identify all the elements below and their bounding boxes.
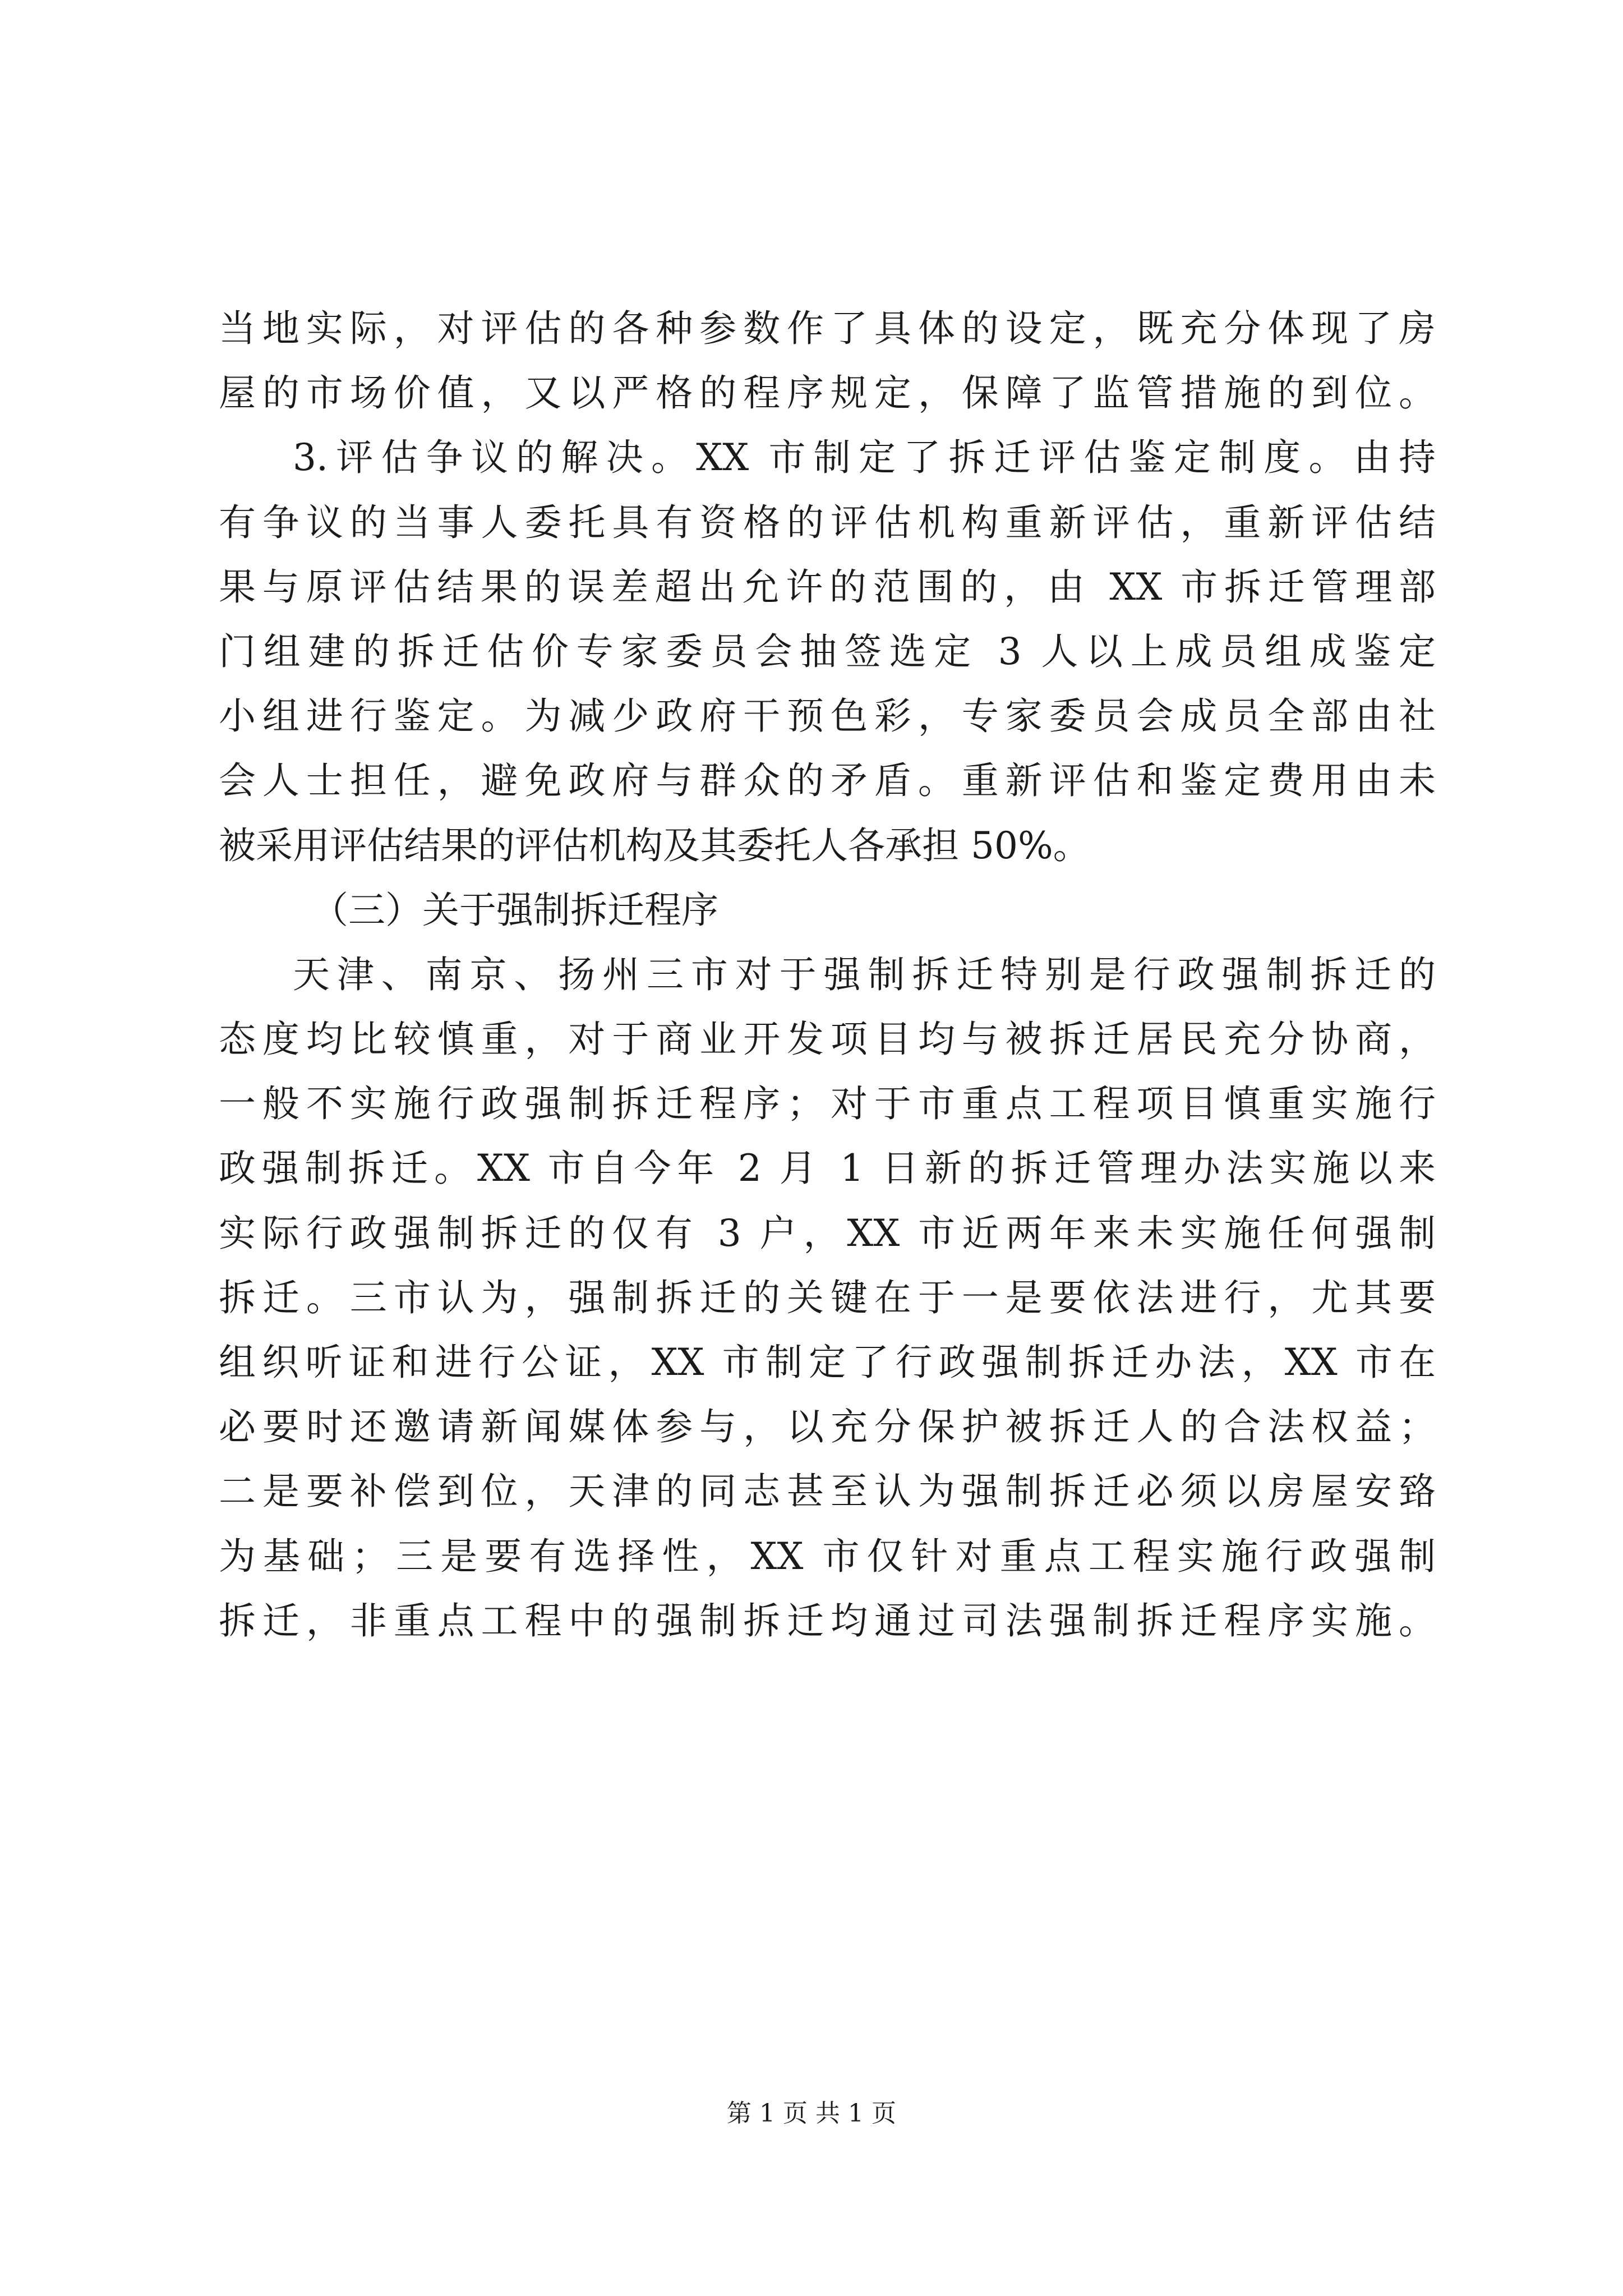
document-body — [219, 296, 1436, 1653]
text-line: 实际行政强制拆迁的仅有 3 户，XX 市近两年来未实施任何强制 — [219, 1211, 1436, 1255]
text-line: 屋的市场价值，又以严格的程序规定，保障了监管措施的到位。 — [219, 371, 1436, 415]
text-line: 态度均比较慎重，对于商业开发项目均与被拆迁居民充分协商， — [219, 1018, 1436, 1061]
text-line: 会人士担任，避免政府与群众的矛盾。重新评估和鉴定费用由未 — [219, 759, 1436, 803]
text-line: 组织听证和进行公证，XX 市制定了行政强制拆迁办法，XX 市在 — [219, 1341, 1436, 1384]
text-line: 必要时还邀请新闻媒体参与，以充分保护被拆迁人的合法权益； — [219, 1405, 1436, 1449]
text-line: 门组建的拆迁估价专家委员会抽签选定 3 人以上成员组成鉴定 — [219, 629, 1436, 673]
text-line: 二是要补偿到位，天津的同志甚至认为强制拆迁必须以房屋安臵 — [219, 1470, 1436, 1513]
page-footer: 第 1 页 共 1 页 — [727, 2099, 896, 2128]
text-line: 有争议的当事人委托具有资格的评估机构重新评估，重新评估结 — [219, 500, 1436, 544]
text-line: 3.评估争议的解决。XX 市制定了拆迁评估鉴定制度。由持 — [293, 436, 1436, 480]
text-line: 拆迁。三市认为，强制拆迁的关键在于一是要依法进行，尤其要 — [219, 1276, 1436, 1319]
text-line: 被采用评估结果的评估机构及其委托人各承担 50%。 — [219, 823, 1090, 867]
text-line: 果与原评估结果的误差超出允许的范围的，由 XX 市拆迁管理部 — [219, 565, 1436, 609]
text-line: 小组进行鉴定。为减少政府干预色彩，专家委员会成员全部由社 — [219, 694, 1436, 738]
text-line: 一般不实施行政强制拆迁程序；对于市重点工程项目慎重实施行 — [219, 1082, 1436, 1126]
text-line: 为基础；三是要有选择性，XX 市仅针对重点工程实施行政强制 — [219, 1534, 1436, 1578]
text-line: 政强制拆迁。XX 市自今年 2 月 1 日新的拆迁管理办法实施以来 — [219, 1147, 1436, 1190]
text-line: 当地实际，对评估的各种参数作了具体的设定，既充分体现了房 — [219, 307, 1436, 350]
text-line: 拆迁，非重点工程中的强制拆迁均通过司法强制拆迁程序实施。 — [219, 1599, 1436, 1642]
text-line: 天津、南京、扬州三市对于强制拆迁特别是行政强制拆迁的 — [293, 953, 1436, 996]
section-heading: （三）关于强制拆迁程序 — [311, 888, 718, 932]
